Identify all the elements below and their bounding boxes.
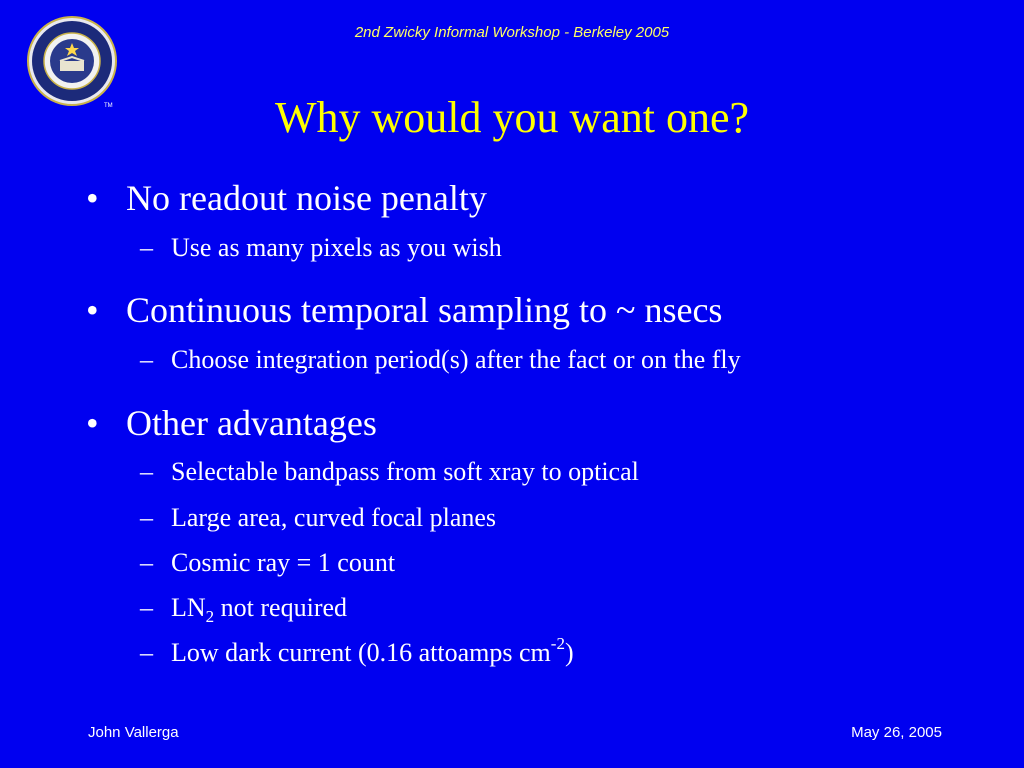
bullet-dot: • bbox=[86, 403, 99, 443]
sub-dash: – bbox=[140, 548, 153, 577]
sub-text: $LN_2$ not required bbox=[171, 593, 348, 626]
bullet-text: No readout noise penalty bbox=[126, 178, 487, 218]
sub-dash: – bbox=[140, 233, 153, 262]
sub-dash: – bbox=[140, 638, 153, 667]
sub-text: Low dark current (0.16 attoamps $cm^{-2}$) bbox=[171, 634, 574, 667]
sub-text: Choose integration period(s) after the fact or on the fly bbox=[171, 345, 741, 374]
bullet-text: Continuous temporal sampling to ~ nsecs bbox=[126, 290, 723, 330]
footer-date: May 26, 2005 bbox=[851, 724, 942, 741]
workshop-header: 2nd Zwicky Informal Workshop - Berkeley 2005 bbox=[354, 24, 670, 41]
slide-title: Why would you want one? bbox=[274, 93, 750, 142]
svg-text:TM: TM bbox=[104, 103, 113, 109]
footer-author: John Vallerga bbox=[88, 724, 179, 741]
sub-text: Large area, curved focal planes bbox=[171, 503, 497, 532]
bullet-dot: • bbox=[86, 178, 99, 218]
sub-text: Selectable bandpass from soft xray to optical bbox=[171, 457, 639, 486]
bullet-dot: • bbox=[86, 290, 99, 330]
sub-dash: – bbox=[140, 457, 153, 486]
bullet-text: Other advantages bbox=[126, 403, 377, 443]
sub-text: Use as many pixels as you wish bbox=[171, 233, 502, 262]
sub-text: Cosmic ray = 1 count bbox=[171, 548, 396, 577]
sub-dash: – bbox=[140, 593, 153, 622]
sub-dash: – bbox=[140, 345, 153, 374]
sub-dash: – bbox=[140, 503, 153, 532]
